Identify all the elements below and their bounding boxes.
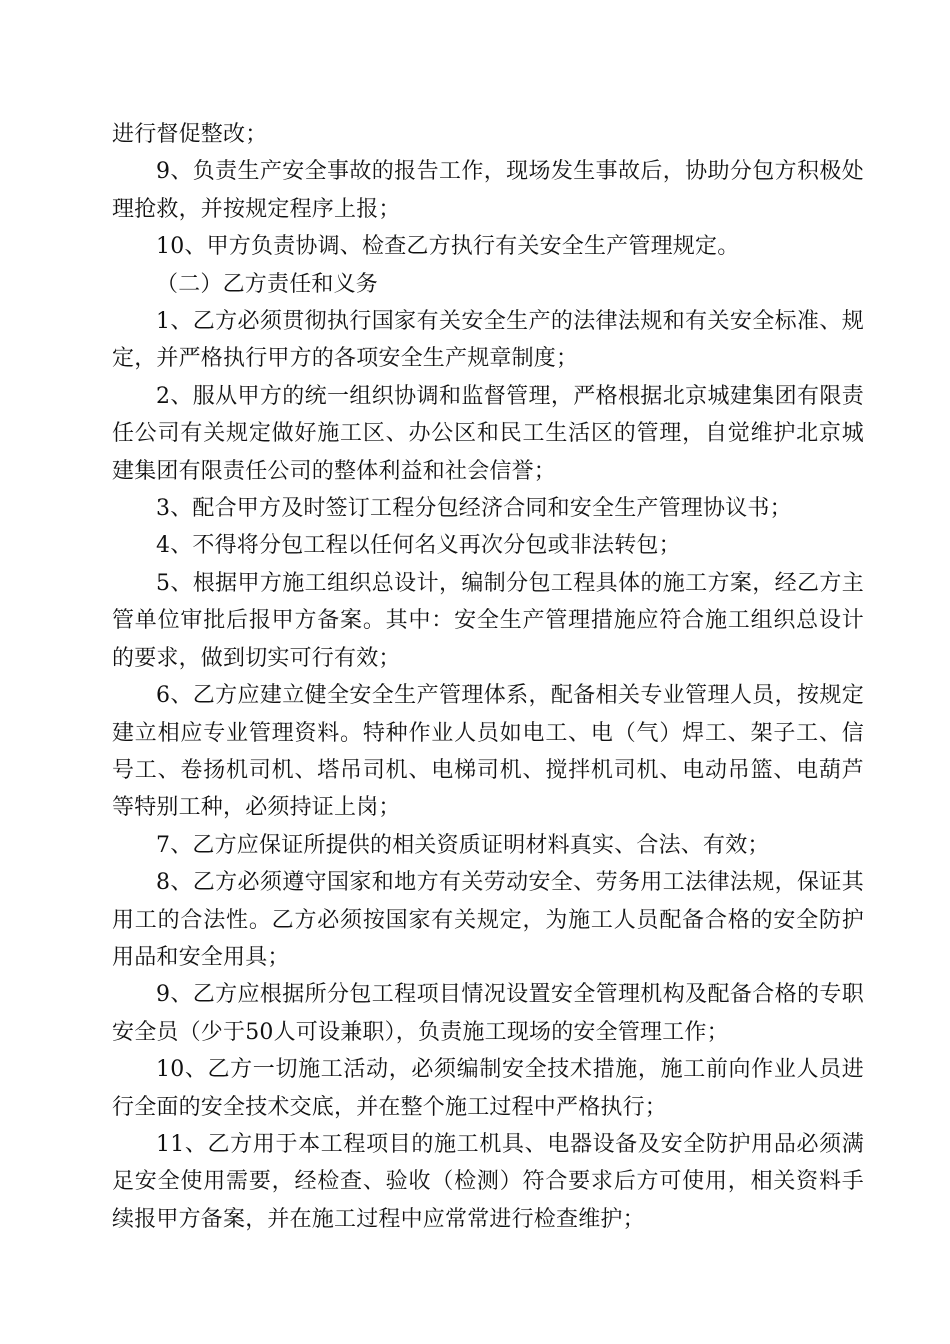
paragraph-b7-qualification: 7、乙方应保证所提供的相关资质证明材料真实、合法、有效； bbox=[156, 832, 770, 858]
paragraph-a10-coordination: 10、甲方负责协调、检查乙方执行有关安全生产管理规定。 bbox=[156, 234, 740, 260]
paragraph-b9-safety-officer: 9、乙方应根据所分包工程项目情况设置安全管理机构及配备合格的专职安全员（少于50人可设兼职），负责施工现场的安全管理工作； bbox=[112, 982, 864, 1045]
paragraph-b1-laws: 1、乙方必须贯彻执行国家有关安全生产的法律法规和有关安全标准、规定，并严格执行甲方的各项安全生产规章制度； bbox=[112, 309, 864, 372]
section-heading-party-b: （二）乙方责任和义务 bbox=[156, 271, 379, 297]
paragraph-b5-construction-plan: 5、根据甲方施工组织总设计，编制分包工程具体的施工方案，经乙方主管单位审批后报甲方备案。其中：安全生产管理措施应符合施工组织总设计的要求，做到切实可行有效； bbox=[112, 570, 864, 671]
paragraph-b4-subcontract: 4、不得将分包工程以任何名义再次分包或非法转包； bbox=[156, 533, 681, 559]
paragraph-b10-technical-measures: 10、乙方一切施工活动，必须编制安全技术措施，施工前向作业人员进行全面的安全技术交底，并在整个施工过程中严格执行； bbox=[112, 1057, 864, 1120]
paragraph-b11-equipment: 11、乙方用于本工程项目的施工机具、电器设备及安全防护用品必须满足安全使用需要，经检查、验收（检测）符合要求后方可使用，相关资料手续报甲方备案，并在施工过程中应常常进行检查维护； bbox=[112, 1131, 864, 1232]
document-body bbox=[112, 116, 864, 1238]
paragraph-b2-management: 2、服从甲方的统一组织协调和监督管理，严格根据北京城建集团有限责任公司有关规定做好施工区、办公区和民工生活区的管理，自觉维护北京城建集团有限责任公司的整体利益和社会信誉； bbox=[112, 383, 864, 484]
paragraph-b6-safety-system: 6、乙方应建立健全安全生产管理体系，配备相关专业管理人员，按规定建立相应专业管理资料。特种作业人员如电工、电（气）焊工、架子工、信号工、卷扬机司机、塔吊司机、电梯司机、搅拌机司机、电动吊篮、电葫芦等特别工种，必须持证上岗； bbox=[112, 683, 864, 821]
paragraph-continuation: 进行督促整改； bbox=[112, 122, 268, 147]
paragraph-b8-labor-law: 8、乙方必须遵守国家和地方有关劳动安全、劳务用工法律法规，保证其用工的合法性。乙方必须按国家有关规定，为施工人员配备合格的安全防护用品和安全用具； bbox=[112, 870, 864, 970]
paragraph-b3-contracts: 3、配合甲方及时签订工程分包经济合同和安全生产管理协议书； bbox=[156, 496, 792, 522]
paragraph-a9-accident-report: 9、负责生产安全事故的报告工作，现场发生事故后，协助分包方积极处理抢救，并按规定程序上报； bbox=[112, 159, 864, 222]
